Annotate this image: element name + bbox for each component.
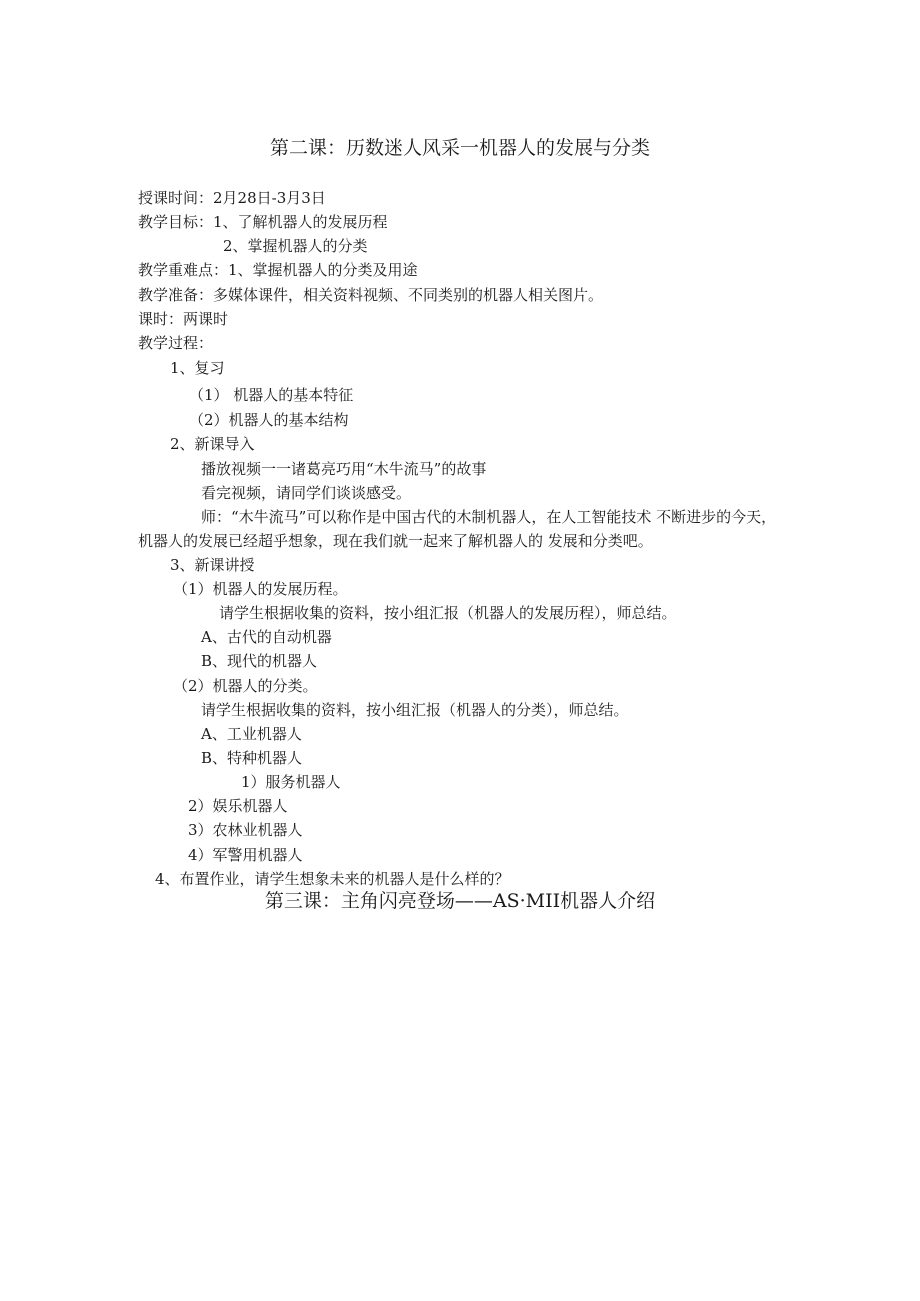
special-robot-4: 4）军警用机器人 — [188, 846, 303, 864]
development-desc: 请学生根据收集的资料，按小组汇报（机器人的发展历程），师总结。 — [219, 604, 677, 622]
key-point: 教学重难点：1、掌握机器人的分类及用途 — [138, 261, 418, 279]
intro-video: 播放视频一一诸葛亮巧用“木牛流马”的故事 — [201, 460, 487, 478]
special-robot-1: 1）服务机器人 — [241, 773, 341, 791]
special-robot-3: 3）农林业机器人 — [188, 821, 303, 839]
classification-heading: （2）机器人的分类。 — [173, 677, 318, 695]
teaching-goal-1: 教学目标：1、了解机器人的发展历程 — [138, 213, 388, 231]
step-review: 1、复习 — [170, 359, 225, 377]
classification-item-b: B、特种机器人 — [201, 749, 303, 767]
review-item-1: （1） 机器人的基本特征 — [189, 386, 354, 404]
page-title: 第二课：历数迷人风采一机器人的发展与分类 — [269, 137, 650, 159]
classification-desc: 请学生根据收集的资料，按小组汇报（机器人的分类），师总结。 — [201, 701, 629, 719]
teaching-time: 授课时间：2月28日-3月3日 — [138, 189, 326, 207]
preparation: 教学准备：多媒体课件，相关资料视频、不同类别的机器人相关图片。 — [138, 286, 604, 304]
teaching-goal-2: 2、掌握机器人的分类 — [223, 237, 368, 255]
development-heading: （1）机器人的发展历程。 — [173, 580, 348, 598]
step-new-lesson: 3、新课讲授 — [170, 556, 255, 574]
process-label: 教学过程： — [138, 334, 214, 352]
review-item-2: （2）机器人的基本结构 — [189, 411, 349, 429]
class-hours: 课时：两课时 — [138, 310, 229, 328]
intro-discuss: 看完视频，请同学们谈谈感受。 — [201, 484, 412, 502]
special-robot-2: 2）娱乐机器人 — [188, 797, 288, 815]
development-item-b: B、现代的机器人 — [201, 652, 318, 670]
development-item-a: A、古代的自动机器 — [201, 628, 332, 646]
teacher-remark-1: 师：“木牛流马”可以称作是中国古代的木制机器人，在人工智能技术 不断进步的今天， — [201, 508, 777, 526]
teacher-remark-2: 机器人的发展已经超乎想象，现在我们就一起来了解机器人的 发展和分类吧。 — [138, 532, 653, 550]
classification-item-a: A、工业机器人 — [201, 725, 302, 743]
step-intro: 2、新课导入 — [170, 435, 255, 453]
next-lesson-title: 第三课：主角闪亮登场——AS·MII机器人介绍 — [264, 890, 656, 912]
step-homework: 4、布置作业，请学生想象未来的机器人是什么样的？ — [155, 870, 510, 888]
